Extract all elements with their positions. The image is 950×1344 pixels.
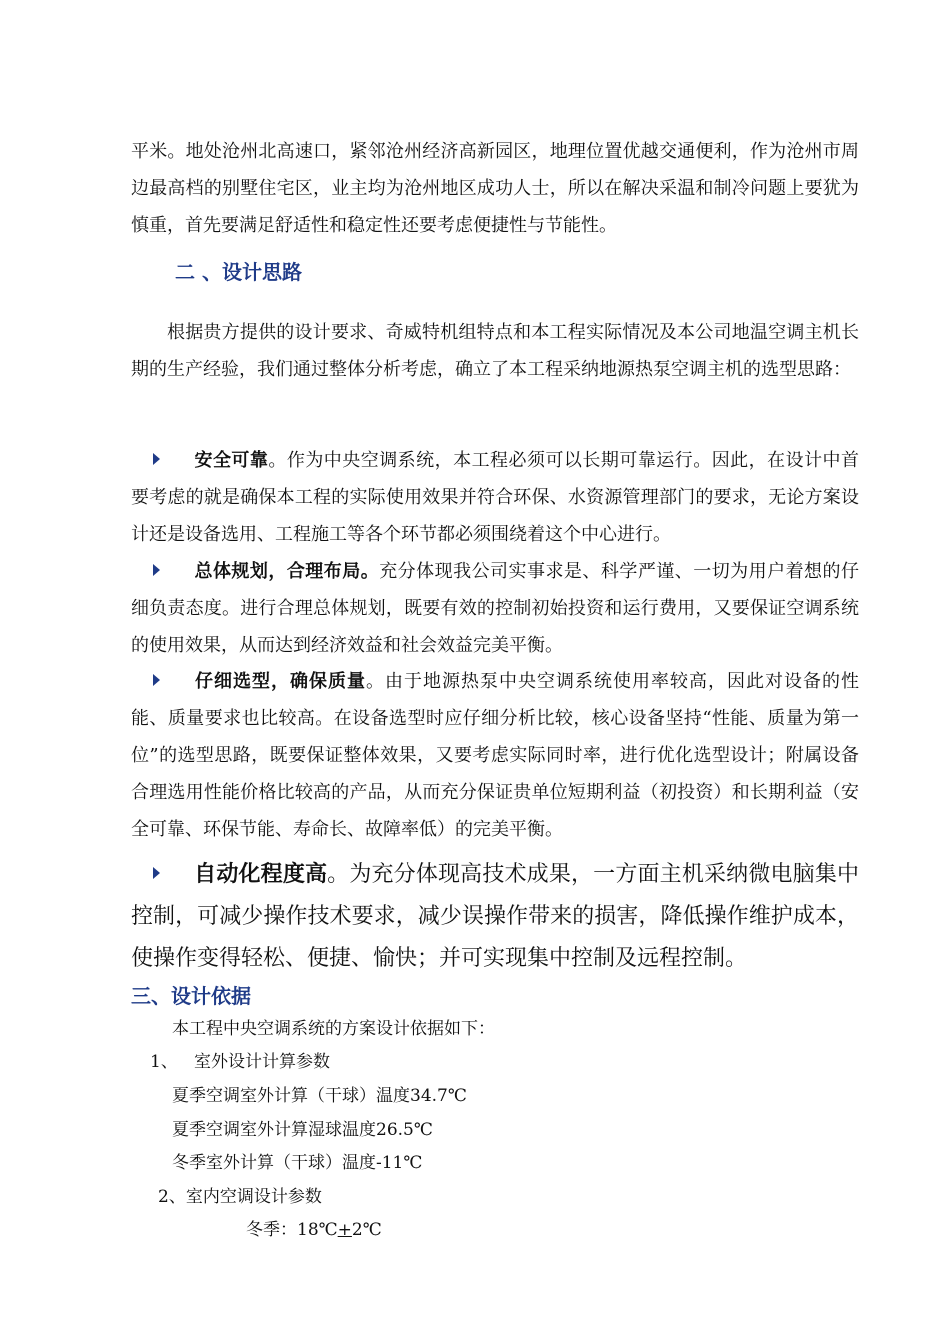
intro-paragraph: 平米。地处沧州北高速口，紧邻沧州经济高新园区，地理位置优越交通便利，作为沧州市周边最高档的别墅住宅区，业主均为沧州地区成功人士，所以在解决采温和制冷问题上要犹为慎重，首先要满足舒适性和稳定性还要考虑便捷性与节能性。: [131, 141, 859, 236]
bullet-body: 。为充分体现高技术成果，一方面主机采纳微电脑集中控制，可减少操作技术要求，减少误操作带来的损害，降低操作维护成本，使操作变得轻松、便捷、愉快；并可实现集中控制及远程控制。: [131, 862, 859, 971]
bullet-item-safety: [131, 442, 859, 553]
bullet-body: 充分体现我公司实事求是、科学严谨、一切为用户着想的仔细负责态度。进行合理总体规划，既要有效的控制初始投资和运行费用，又要保证空调系统的使用效果，从而达到经济效益和社会效益完美平衡。: [131, 561, 860, 656]
triangle-bullet-icon: [153, 867, 160, 879]
section-2-heading: 二 、设计思路: [175, 260, 302, 284]
triangle-bullet-icon: [153, 564, 160, 576]
bullet-title: 自动化程度高: [194, 861, 328, 887]
triangle-bullet-icon: [153, 674, 160, 686]
bullet-title: 仔细选型，确保质量: [194, 671, 366, 692]
winter-indoor-param: [246, 1216, 382, 1244]
bullet-body: 。作为中央空调系统，本工程必须可以长期可靠运行。因此，在设计中首要考虑的就是确保本工程的实际使用效果并符合环保、水资源管理部门的要求，无论方案设计还是设备选用、工程施工等各个环节都必须围绕着这个中心进行。: [131, 450, 860, 545]
bullet-title: 安全可靠: [194, 450, 269, 471]
bullet-body: 。由于地源热泵中央空调系统使用率较高，因此对设备的性能、质量要求也比较高。在设备选型时应仔细分析比较，核心设备坚持“性能、质量为第一位”的选型思路，既要保证整体效果，又要考虑实际同时率，进行优化选型设计；附属设备合理选用性能价格比较高的产品，从而充分保证贵单位短期利益（初投资）和长期利益（安全可靠、环保节能、寿命长、故障率低）的完美平衡。: [131, 671, 859, 840]
bullet-item-selection: [131, 663, 859, 848]
bullet-item-planning: [131, 553, 859, 664]
section-2-paragraph: 根据贵方提供的设计要求、奇威特机组特点和本工程实际情况及本公司地温空调主机长期的生产经验，我们通过整体分析考虑，确立了本工程采纳地源热泵空调主机的选型思路：: [131, 322, 859, 380]
item-1-label: 1、 室外设计计算参数: [150, 1052, 331, 1072]
param-line-summer-dry: 夏季空调室外计算（干球）温度34.7℃: [172, 1086, 467, 1106]
plus-minus-sign: +: [337, 1220, 352, 1240]
bullet-item-automation: [131, 853, 859, 980]
winter-prefix: 冬季：18℃: [246, 1220, 338, 1240]
triangle-bullet-icon: [153, 453, 160, 465]
winter-suffix: 2℃: [351, 1220, 382, 1240]
param-line-winter-dry: 冬季室外计算（干球）温度-11℃: [172, 1153, 423, 1173]
param-line-summer-wet: 夏季空调室外计算湿球温度26.5℃: [172, 1120, 433, 1140]
item-2-label: 2、室内空调设计参数: [158, 1187, 322, 1207]
bullet-title: 总体规划，合理布局。: [194, 561, 380, 582]
section-3-intro: 本工程中央空调系统的方案设计依据如下：: [172, 1019, 495, 1039]
section-3-heading: 三、设计依据: [131, 984, 251, 1008]
